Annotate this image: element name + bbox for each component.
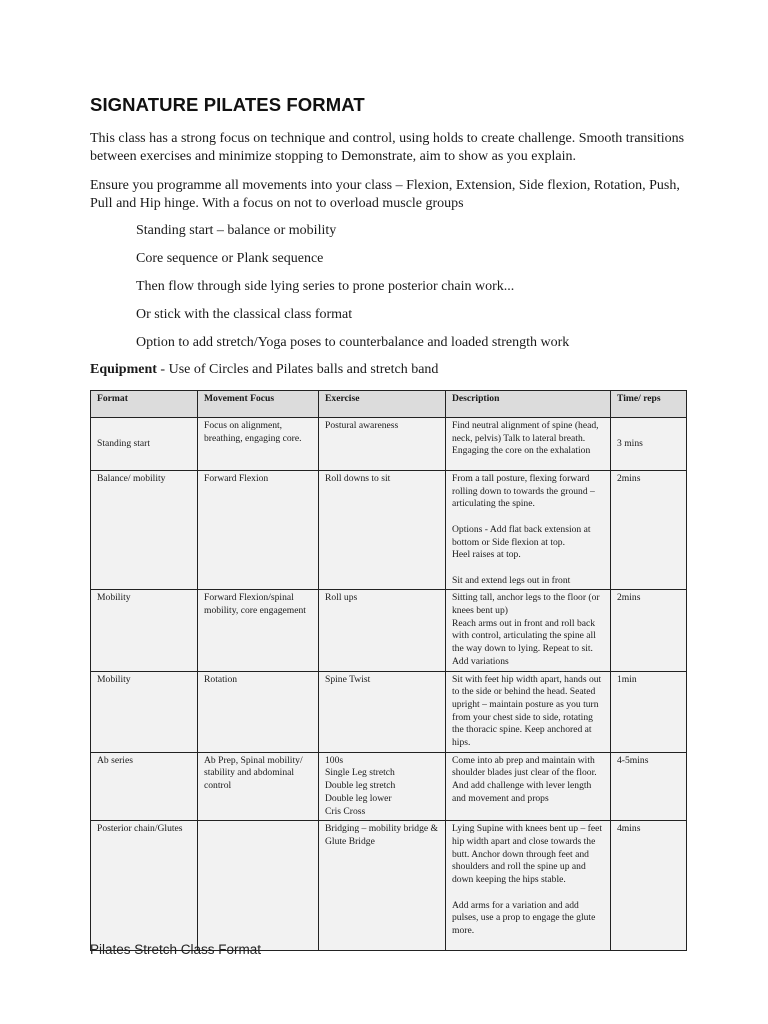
equipment-label: Equipment [90,362,157,377]
cell-time: 1min [611,671,687,752]
cell-time: 2mins [611,590,687,671]
intro-paragraph: This class has a strong focus on technique and control, using holds to create challenge. Smooth transitions between exercises and minimize stopping to Demonstrate, aim to show as you explain. [90,131,685,164]
cell-format: Mobility [91,590,198,671]
cell-description [446,471,611,590]
sequence-item: Or stick with the classical class format [136,307,353,322]
cell-format: Mobility [91,671,198,752]
cell-time: 2mins [611,471,687,590]
cell-description [446,590,611,671]
sequence-item: Standing start – balance or mobility [136,223,337,238]
cell-exercise: Roll downs to sit [319,471,446,590]
table-row [91,671,687,752]
cell-time: 4mins [611,821,687,951]
cell-format: Balance/ mobility [91,471,198,590]
header-exercise: Exercise [319,391,446,418]
cell-focus: Ab Prep, Spinal mobility/ stability and abdominal control [198,752,319,821]
sequence-item: Then flow through side lying series to prone posterior chain work... [136,279,515,294]
table-row [91,590,687,671]
cell-description [446,752,611,821]
sequence-item: Option to add stretch/Yoga poses to counterbalance and loaded strength work [136,335,570,350]
cell-focus: Forward Flexion [198,471,319,590]
next-section-heading: Pilates Stretch Class Format [90,942,262,957]
description-text: Come into ab prep and maintain with shoulder blades just clear of the floor. And add challenge with lever length and movement and props [452,754,597,804]
table-row [91,471,687,590]
description-text: Sitting tall, anchor legs to the floor (or knees bent up) Reach arms out in front and roll back with control, articulating the spine all the way down to lying. Repeat to sit. Add variations [452,592,600,667]
programme-paragraph: Ensure you programme all movements into your class – Flexion, Extension, Side flexion, Rotation, Push, Pull and Hip hinge. With a focus on not to overload muscle groups [90,178,680,211]
table-row [91,821,687,951]
cell-exercise [319,752,446,821]
cell-focus: Focus on alignment, breathing, engaging core. [198,418,319,471]
cell-focus: Forward Flexion/spinal mobility, core engagement [198,590,319,671]
cell-description [446,821,611,951]
cell-exercise: Roll ups [319,590,446,671]
sequence-item: Core sequence or Plank sequence [136,251,324,266]
class-format-table [90,390,687,951]
description-text: Lying Supine with knees bent up – feet hip width apart and close towards the butt. Anchor down through feet and shoulders and roll the spine up and down keeping the hips stable. Add arms for a variation and add pulses, use a prop to engage the glute more. [452,823,603,936]
header-time-reps: Time/ reps [611,391,687,418]
cell-description: Sit with feet hip width apart, hands out to the side or behind the head. Seated upright – maintain posture as you turn from your chest side to side, rotating the thoracic spine. Keep anchored at hips. [446,671,611,752]
cell-time: 4-5mins [611,752,687,821]
cell-exercise: Postural awareness [319,418,446,471]
cell-time: 3 mins [611,418,687,471]
cell-format: Ab series [91,752,198,821]
cell-focus: Rotation [198,671,319,752]
cell-exercise: Bridging – mobility bridge & Glute Bridge [319,821,446,951]
header-format: Format [91,391,198,418]
cell-exercise: Spine Twist [319,671,446,752]
cell-description: Find neutral alignment of spine (head, neck, pelvis) Talk to lateral breath. Engaging the core on the exhalation [446,418,611,471]
table-header-row [91,391,687,418]
header-description: Description [446,391,611,418]
description-text: From a tall posture, flexing forward rolling down to towards the ground – articulating the spine. Options - Add flat back extension at bottom or Side flexion at top. Heel raises at top. Sit and extend legs out in front [452,473,595,586]
table-row [91,418,687,471]
exercise-list: 100s Single Leg stretch Double leg stretch Double leg lower Cris Cross [325,754,396,817]
cell-format: Standing start [91,418,198,471]
page-title: SIGNATURE PILATES FORMAT [90,94,365,115]
cell-format: Posterior chain/Glutes [91,821,198,951]
equipment-line [90,362,438,378]
equipment-text: - Use of Circles and Pilates balls and stretch band [156,362,439,377]
header-movement-focus: Movement Focus [198,391,319,418]
cell-focus [198,821,319,951]
table-row [91,752,687,821]
